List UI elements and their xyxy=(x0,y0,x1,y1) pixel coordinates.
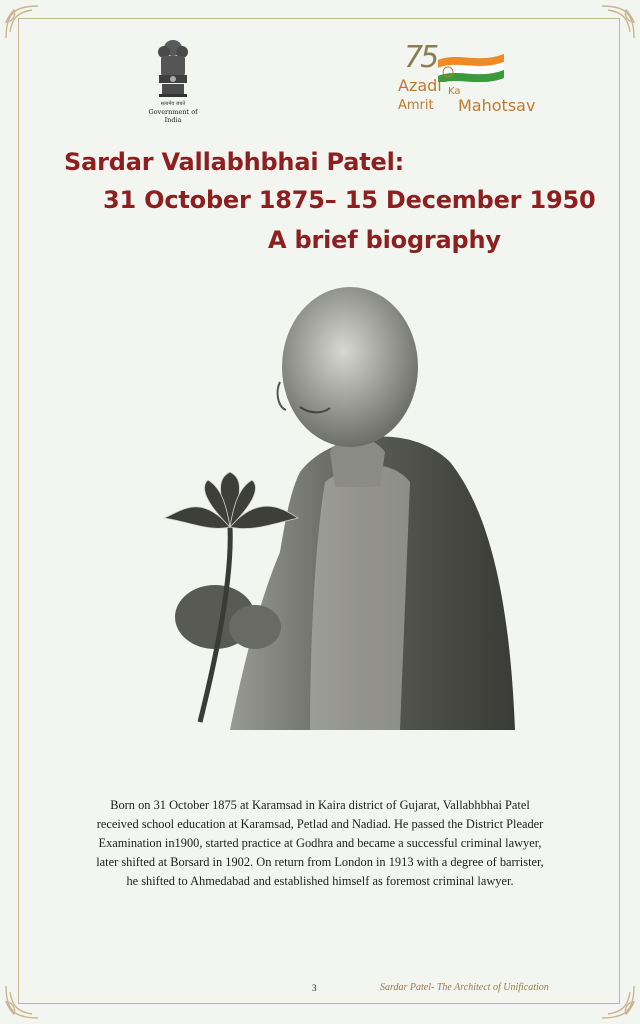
paragraph-line: Born on 31 October 1875 at Karamsad in Kaira district of Gujarat, Vallabhbhai Patel xyxy=(110,798,530,812)
corner-ornament-icon xyxy=(2,982,42,1022)
logo-word: Azadi xyxy=(398,76,442,95)
biography-paragraph xyxy=(62,796,578,891)
page-title-line-2: 31 October 1875– 15 December 1950 xyxy=(103,186,596,214)
logo-word: Mahotsav xyxy=(458,96,536,115)
page-title-line-3: A brief biography xyxy=(268,226,501,254)
page-title-line-1: Sardar Vallabhbhai Patel: xyxy=(64,148,405,176)
paragraph-line: he shifted to Ahmedabad and established himself as foremost criminal lawyer. xyxy=(126,874,514,888)
national-emblem-icon xyxy=(153,38,193,100)
logo-number: 75 xyxy=(404,40,437,75)
government-emblem xyxy=(140,38,206,124)
government-label: Government of India xyxy=(148,108,198,124)
flag-wave-icon xyxy=(438,52,504,82)
paragraph-line: later shifted at Borsard in 1902. On return from London in 1913 with a degree of barrister, xyxy=(96,855,544,869)
corner-ornament-icon xyxy=(2,2,42,42)
paragraph-line: received school education at Karamsad, Petlad and Nadiad. He passed the District Pleader xyxy=(96,817,544,831)
footer-book-title: Sardar Patel- The Architect of Unification xyxy=(380,982,549,993)
emblem-motto: सत्यमेव जयते xyxy=(160,101,186,107)
paragraph-line: Examination in1900, started practice at Godhra and became a successful criminal lawyer, xyxy=(98,836,542,850)
corner-ornament-icon xyxy=(598,2,638,42)
portrait-photo xyxy=(160,282,520,730)
corner-ornament-icon xyxy=(598,982,638,1022)
page-number: 3 xyxy=(312,983,317,993)
logo-word: Ka xyxy=(448,86,461,97)
azadi-ka-amrit-mahotsav-logo xyxy=(396,40,536,120)
logo-word: Amrit xyxy=(398,98,434,113)
